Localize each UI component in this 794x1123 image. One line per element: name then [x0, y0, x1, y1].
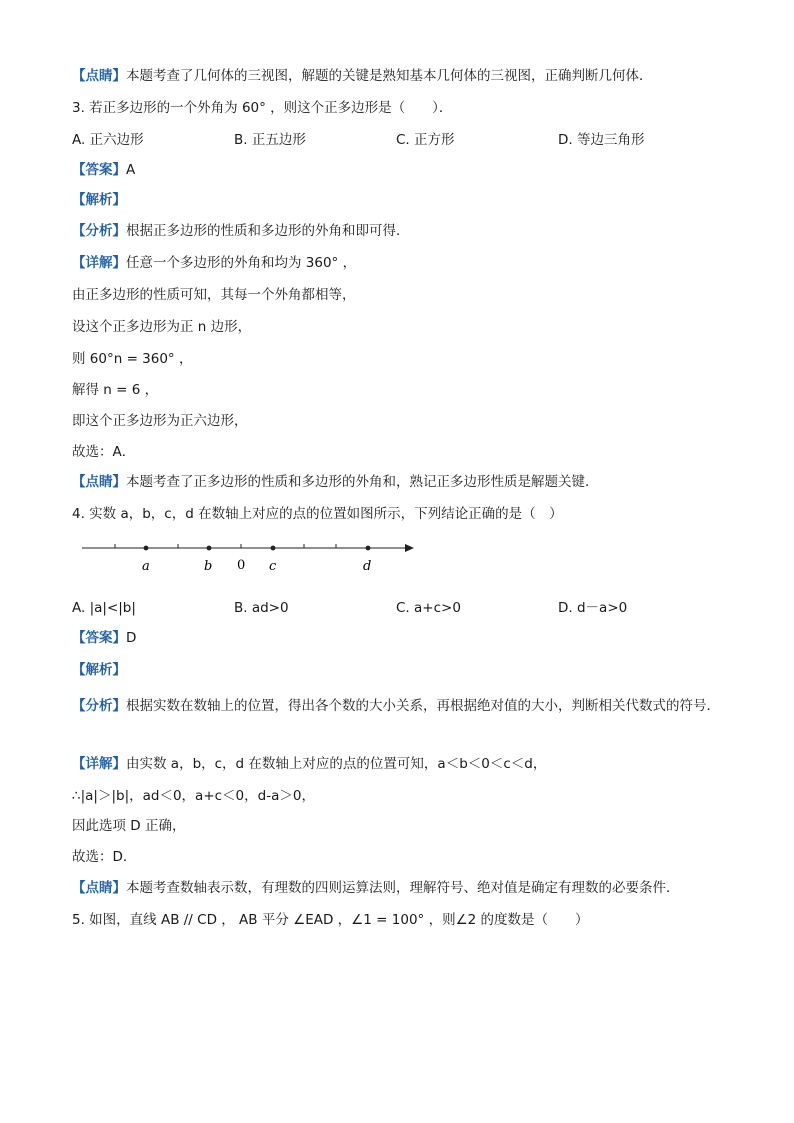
label-c: c — [269, 559, 277, 574]
analysis-tag: 【解析】 — [72, 192, 126, 208]
comment-tag: 【点睛】 — [72, 474, 126, 490]
q2-comment — [72, 66, 732, 86]
label-d: d — [363, 559, 372, 574]
q3-option-d: D. 等边三角形 — [558, 132, 645, 148]
xiangjie-text: 由实数 a，b，c，d 在数轴上对应的点的位置可知，a＜b＜0＜c＜d， — [126, 756, 547, 772]
number-line-figure — [78, 538, 418, 578]
q4-comment — [72, 878, 732, 898]
q4-step-2: 因此选项 D 正确， — [72, 818, 186, 834]
xiangjie-tag: 【详解】 — [72, 756, 126, 772]
q3-xiangjie — [72, 253, 732, 273]
answer-tag: 【答案】 — [72, 630, 126, 646]
q3-option-b: B. 正五边形 — [234, 132, 306, 148]
answer-tag: 【答案】 — [72, 162, 126, 178]
q3-option-c: C. 正方形 — [396, 132, 455, 148]
label-b: b — [204, 559, 213, 574]
answer-text: D — [126, 630, 137, 646]
q3-analysis-heading — [72, 190, 732, 210]
question-5: 5. 如图，直线 AB // CD ， AB 平分 ∠EAD ，∠1 = 100° ，则∠2 的度数是（ ） — [72, 912, 589, 928]
q3-step-4: 解得 n = 6 ， — [72, 382, 159, 398]
comment-text: 本题考查数轴表示数，有理数的四则运算法则，理解符号、绝对值是确定有理数的必要条件． — [126, 880, 680, 896]
q3-step-1: 由正多边形的性质可知，其每一个外角都相等， — [72, 287, 356, 303]
point-d — [366, 546, 371, 551]
comment-text: 本题考查了几何体的三视图，解题的关键是熟知基本几何体的三视图，正确判断几何体． — [126, 68, 653, 84]
q4-option-c: C. a+c>0 — [396, 600, 461, 616]
xiangjie-tag: 【详解】 — [72, 255, 126, 271]
axis-arrow-icon — [405, 544, 414, 552]
answer-text: A — [126, 162, 136, 178]
point-b — [207, 546, 212, 551]
fenxi-tag: 【分析】 — [72, 698, 126, 714]
q4-option-b: B. ad>0 — [234, 600, 289, 616]
q4-option-d: D. d－a>0 — [558, 600, 628, 616]
q3-answer — [72, 160, 732, 180]
q3-fenxi — [72, 221, 732, 241]
question-3: 3. 若正多边形的一个外角为 60° ，则这个正多边形是（ ）． — [72, 100, 453, 116]
q3-step-2: 设这个正多边形为正 n 边形， — [72, 319, 252, 335]
q4-step-1: ∴|a|＞|b|，ad＜0，a+c＜0，d-a＞0， — [72, 788, 315, 804]
number-line-svg — [78, 538, 418, 578]
q3-options — [72, 130, 732, 150]
fenxi-tag: 【分析】 — [72, 223, 126, 239]
q4-options — [72, 598, 732, 618]
q4-option-a: A. |a|<|b| — [72, 600, 136, 616]
fenxi-text: 根据实数在数轴上的位置，得出各个数的大小关系，再根据绝对值的大小，判断相关代数式的符号． — [126, 698, 720, 714]
q4-answer — [72, 628, 732, 648]
fenxi-text: 根据正多边形的性质和多边形的外角和即可得． — [126, 223, 410, 239]
q4-fenxi — [72, 691, 732, 721]
q4-step-3: 故选：D． — [72, 849, 137, 865]
q4-xiangjie — [72, 754, 732, 774]
comment-tag: 【点睛】 — [72, 68, 126, 84]
q3-step-3: 则 60°n = 360° ， — [72, 351, 193, 367]
q3-step-6: 故选：A． — [72, 444, 136, 460]
comment-tag: 【点睛】 — [72, 880, 126, 896]
comment-text: 本题考查了正多边形的性质和多边形的外角和，熟记正多边形性质是解题关键． — [126, 474, 599, 490]
q3-comment — [72, 472, 732, 492]
label-zero: 0 — [237, 558, 246, 573]
question-4: 4. 实数 a，b，c，d 在数轴上对应的点的位置如图所示，下列结论正确的是（ ） — [72, 506, 563, 522]
point-c — [271, 546, 276, 551]
label-a: a — [142, 559, 150, 574]
analysis-tag: 【解析】 — [72, 662, 126, 678]
xiangjie-text: 任意一个多边形的外角和均为 360° ， — [126, 255, 357, 271]
q3-step-5: 即这个正多边形为正六边形， — [72, 413, 248, 429]
q4-analysis-heading — [72, 660, 732, 680]
q3-option-a: A. 正六边形 — [72, 132, 144, 148]
point-a — [144, 546, 149, 551]
